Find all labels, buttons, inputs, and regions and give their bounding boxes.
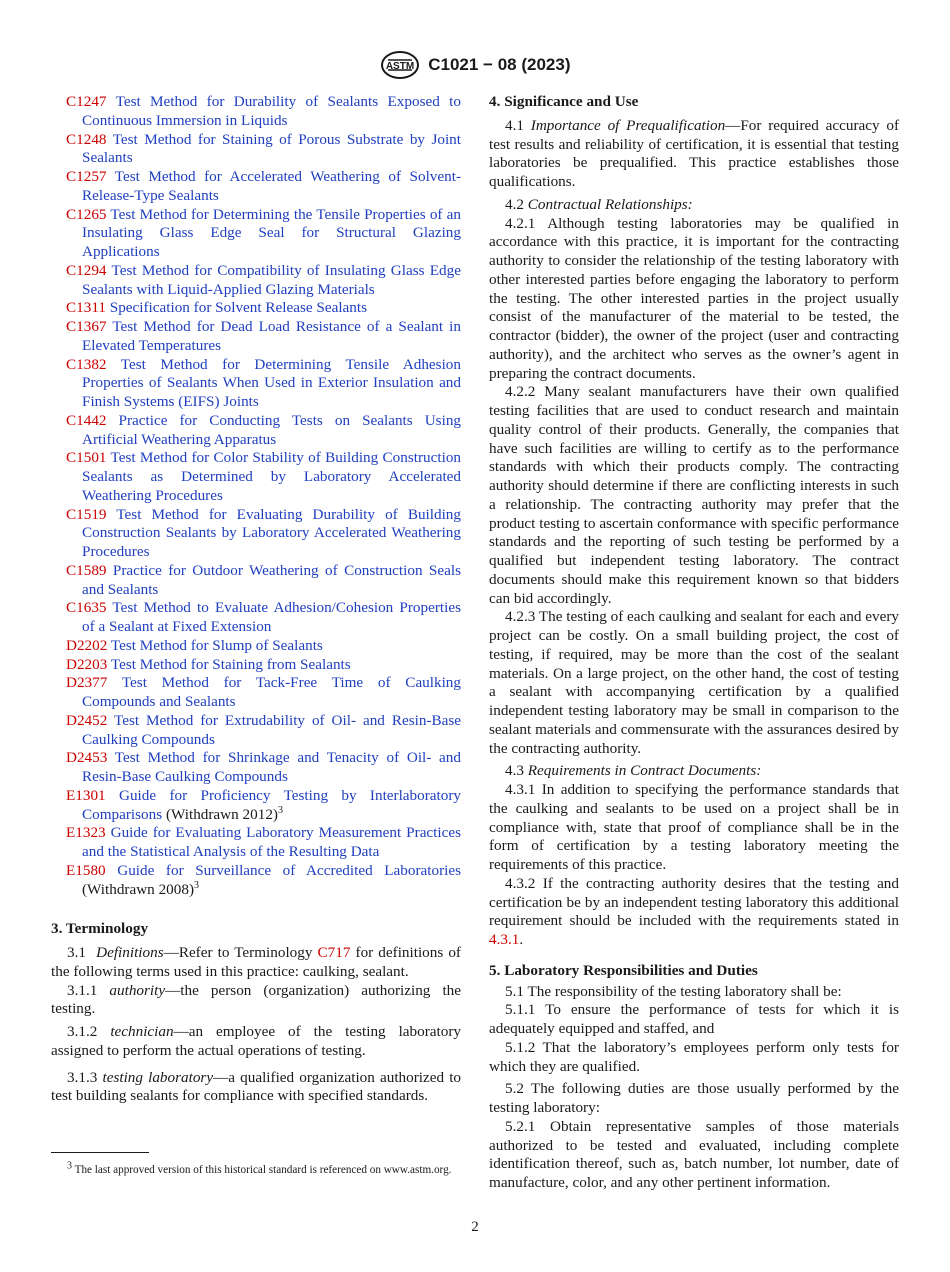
reference-code-link[interactable]: C1589 <box>66 561 107 579</box>
reference-item <box>51 787 461 825</box>
reference-item <box>51 412 461 450</box>
document-designation: C1021 − 08 (2023) <box>428 55 571 74</box>
reference-item <box>51 749 461 787</box>
reference-code-link[interactable]: C1382 <box>66 355 107 373</box>
reference-title-link[interactable]: Test Method for Staining from Sealants <box>110 655 351 673</box>
page-header <box>0 50 950 80</box>
reference-title-link[interactable]: Guide for Surveillance of Accredited Laboratories <box>117 861 461 879</box>
reference-item <box>51 656 461 675</box>
left-column <box>51 93 461 1106</box>
reference-item <box>51 206 461 262</box>
page-number: 2 <box>471 1219 479 1235</box>
reference-title-link[interactable]: Test Method for Dead Load Resistance of a Sealant in Elevated Temperatures <box>82 318 461 354</box>
paragraph-4-2-2: 4.2.2 Many sealant manufacturers have their own qualified testing facilities that are used to conduct research and maintain quality control of their products. Generally, the companies that have such facilities are willing to certify as to the performance standards with which their products comply. The contracting authority should determine if there are conflicting interests in such a relationship. The contracting authority may prefer that the product testing to ascertain conformance with specific performance standards and the reporting of such testing be performed by a qualified but independent testing laboratory. The contract documents should make this requirement known so that bidders can bid accordingly. <box>489 383 899 607</box>
reference-item <box>51 599 461 637</box>
reference-code-link[interactable]: E1323 <box>66 824 106 842</box>
reference-code-link[interactable]: D2202 <box>66 636 108 654</box>
reference-code-link[interactable]: D2452 <box>66 711 108 729</box>
reference-title-link[interactable]: Test Method for Compatibility of Insulating Glass Edge Sealants with Liquid-Applied Glazing Materials <box>82 261 461 298</box>
reference-item <box>51 506 461 562</box>
reference-code-link[interactable]: D2453 <box>66 749 108 767</box>
reference-title-link[interactable]: Test Method for Determining Tensile Adhesion Properties of Sealants When Used in Exterior Insulation and Finish Systems (EIFS) Joints <box>82 355 461 410</box>
reference-code-link[interactable]: C1501 <box>66 449 107 467</box>
reference-item <box>51 637 461 656</box>
reference-item <box>51 318 461 356</box>
paragraph-4-3-2: 4.3.2 If the contracting authority desires that the testing and certification be by an independent testing laboratory this additional requirement should be included with the requirements stated in 4.3.1. <box>489 874 899 948</box>
reference-title-link[interactable]: Test Method for Staining of Porous Substrate by Joint Sealants <box>82 130 461 167</box>
footnote-3: $^3$ The last approved version of this historical standard is referenced on www.astm.org. <box>67 1160 452 1176</box>
reference-title-link[interactable]: Practice for Outdoor Weathering of Construction Seals and Sealants <box>82 561 461 598</box>
paragraph-5-2: 5.2 The following duties are those usually performed by the testing laboratory: <box>489 1080 899 1116</box>
referenced-documents-list <box>51 93 461 899</box>
paragraph-4-1: 4.1 Importance of Prequalification—For required accuracy of test results and reliability of certification, it is essential that testing laboratories be prequalified. This practice establishes those qualifications. <box>489 116 900 190</box>
footnote-marker: 3 <box>277 804 283 816</box>
reference-status-note: (Withdrawn 2008) <box>82 880 194 898</box>
reference-code-link[interactable]: C1294 <box>66 261 107 279</box>
reference-item <box>51 93 461 131</box>
paragraph-5-1-1: 5.1.1 To ensure the performance of tests for which it is adequately equipped and staffed, and <box>489 1001 899 1037</box>
reference-title-link[interactable]: Guide for Evaluating Laboratory Measurement Practices and the Statistical Analysis of the Resulting Data <box>82 824 462 860</box>
reference-title-link[interactable]: Test Method for Evaluating Durability of Building Construction Sealants by Laboratory Accelerated Weathering Procedures <box>82 505 461 560</box>
paragraph-5-1-2: 5.1.2 That the laboratory’s employees perform only tests for which they are qualified. <box>489 1038 899 1075</box>
reference-code-link[interactable]: C1442 <box>66 411 107 429</box>
reference-title-link[interactable]: Test Method for Accelerated Weathering of Solvent-Release-Type Sealants <box>82 168 461 204</box>
section-5-heading: 5. Laboratory Responsibilities and Duties <box>489 961 758 979</box>
reference-code-link[interactable]: E1301 <box>66 786 106 804</box>
reference-title-link[interactable]: Practice for Conducting Tests on Sealants Using Artificial Weathering Apparatus <box>82 411 462 448</box>
reference-title-link[interactable]: Specification for Solvent Release Sealants <box>109 299 368 317</box>
paragraph-4-3-1: 4.3.1 In addition to specifying the performance standards that the caulking and sealants to be used on a project shall be in compliance with, state that proof of compliance shall be in the form of certification by a testing laboratory meeting the requirements of this practice. <box>489 781 899 873</box>
reference-status-note: (Withdrawn 2012) <box>165 805 278 823</box>
right-column <box>489 93 899 1193</box>
paragraph-5-1: 5.1 The responsibility of the testing laboratory shall be: <box>505 982 842 1000</box>
reference-code-link[interactable]: C1367 <box>66 318 107 335</box>
paragraph-4-2: 4.2 Contractual Relationships: <box>505 195 693 213</box>
reference-item <box>51 449 461 505</box>
footnote-marker: 3 <box>194 879 199 891</box>
reference-item <box>51 562 461 600</box>
reference-title-link[interactable]: Test Method for Tack-Free Time of Caulking Compounds and Sealants <box>82 674 461 710</box>
reference-item <box>51 168 461 206</box>
reference-code-link[interactable]: C1265 <box>66 205 107 223</box>
reference-item <box>51 862 461 900</box>
reference-item <box>51 824 461 862</box>
astm-logo-icon <box>380 50 420 80</box>
reference-title-link[interactable]: Test Method to Evaluate Adhesion/Cohesion Properties of a Sealant at Fixed Extension <box>82 599 461 635</box>
footnote-divider <box>51 1152 149 1153</box>
reference-code-link[interactable]: C1635 <box>66 599 107 617</box>
link-4-3-1[interactable]: 4.3.1 <box>489 931 520 948</box>
reference-title-link[interactable]: Guide for Proficiency Testing by Interlaboratory Comparisons <box>82 786 461 823</box>
reference-item <box>51 674 461 712</box>
svg-text:ASTM: ASTM <box>385 61 414 72</box>
paragraph-4-2-1: 4.2.1 Although testing laboratories may be qualified in accordance with this practice, it is important for the contracting authority to consider the relationship of the testing laboratory with other interested parties before engaging the laboratory to perform the testing. The other interested parties in the project usually consist of the manufacturer of the material to be tested, the contractor (bidder), the owner of the project (user and contracting authority), and the architect who serves as the owner’s agent in preparing the contract documents. <box>489 214 899 382</box>
reference-code-link[interactable]: D2377 <box>66 674 108 692</box>
reference-code-link[interactable]: C1248 <box>66 130 107 148</box>
reference-title-link[interactable]: Test Method for Shrinkage and Tenacity of Oil- and Resin-Base Caulking Compounds <box>82 749 461 785</box>
reference-item <box>51 356 461 412</box>
reference-code-link[interactable]: C1519 <box>66 505 107 523</box>
reference-code-link[interactable]: C1247 <box>66 93 107 110</box>
paragraph-3-1-3: 3.1.3 testing laboratory—a qualified organization authorized to test building sealants for compliance with specified standards. <box>51 1068 462 1105</box>
link-c717[interactable]: C717 <box>317 944 351 961</box>
reference-item <box>51 131 461 169</box>
reference-title-link[interactable]: Test Method for Durability of Sealants Exposed to Continuous Immersion in Liquids <box>82 93 461 129</box>
paragraph-3-1-2: 3.1.2 technician—an employee of the testing laboratory assigned to perform the actual operations of testing. <box>51 1023 461 1059</box>
paragraph-4-3: 4.3 Requirements in Contract Documents: <box>505 762 762 780</box>
section-3-heading: 3. Terminology <box>51 920 149 938</box>
reference-item <box>51 299 461 318</box>
paragraph-4-2-3: 4.2.3 The testing of each caulking and sealant for each and every project can be costly. On a small building project, the cost of testing, if required, may be more than the cost of the sealant materials. On a large project, on the other hand, the cost of testing a sealant with accompanying certification by a qualified independent testing laboratory may be small in comparison to the sealant materials and commensurate with the assurances desired by the contracting authority. <box>489 608 900 757</box>
reference-title-link[interactable]: Test Method for Slump of Sealants <box>110 636 323 654</box>
reference-title-link[interactable]: Test Method for Extrudability of Oil- and Resin-Base Caulking Compounds <box>82 711 461 748</box>
reference-item <box>51 262 461 300</box>
reference-title-link[interactable]: Test Method for Color Stability of Building Construction Sealants as Determined by Laboratory Accelerated Weathering Procedures <box>82 449 462 504</box>
reference-code-link[interactable]: C1257 <box>66 168 107 185</box>
reference-code-link[interactable]: D2203 <box>66 655 108 673</box>
reference-title-link[interactable]: Test Method for Determining the Tensile Properties of an Insulating Glass Edge Seal for Structural Glazing Applications <box>82 205 461 260</box>
paragraph-5-2-1: 5.2.1 Obtain representative samples of those materials authorized to be tested and evaluated, including complete identification thereof, such as, batch number, lot number, date of manufacture, color, and any other pertinent information. <box>489 1117 899 1191</box>
reference-code-link[interactable]: C1311 <box>66 299 106 317</box>
paragraph-3-1-1: 3.1.1 authority—the person (organization) authorizing the testing. <box>51 981 461 1018</box>
reference-item <box>51 712 461 750</box>
paragraph-3-1: 3.1 Definitions—Refer to Terminology C717 for definitions of the following terms used in this practice: caulking, sealant. <box>51 944 461 980</box>
section-4-heading: 4. Significance and Use <box>489 93 639 110</box>
reference-code-link[interactable]: E1580 <box>66 861 106 879</box>
